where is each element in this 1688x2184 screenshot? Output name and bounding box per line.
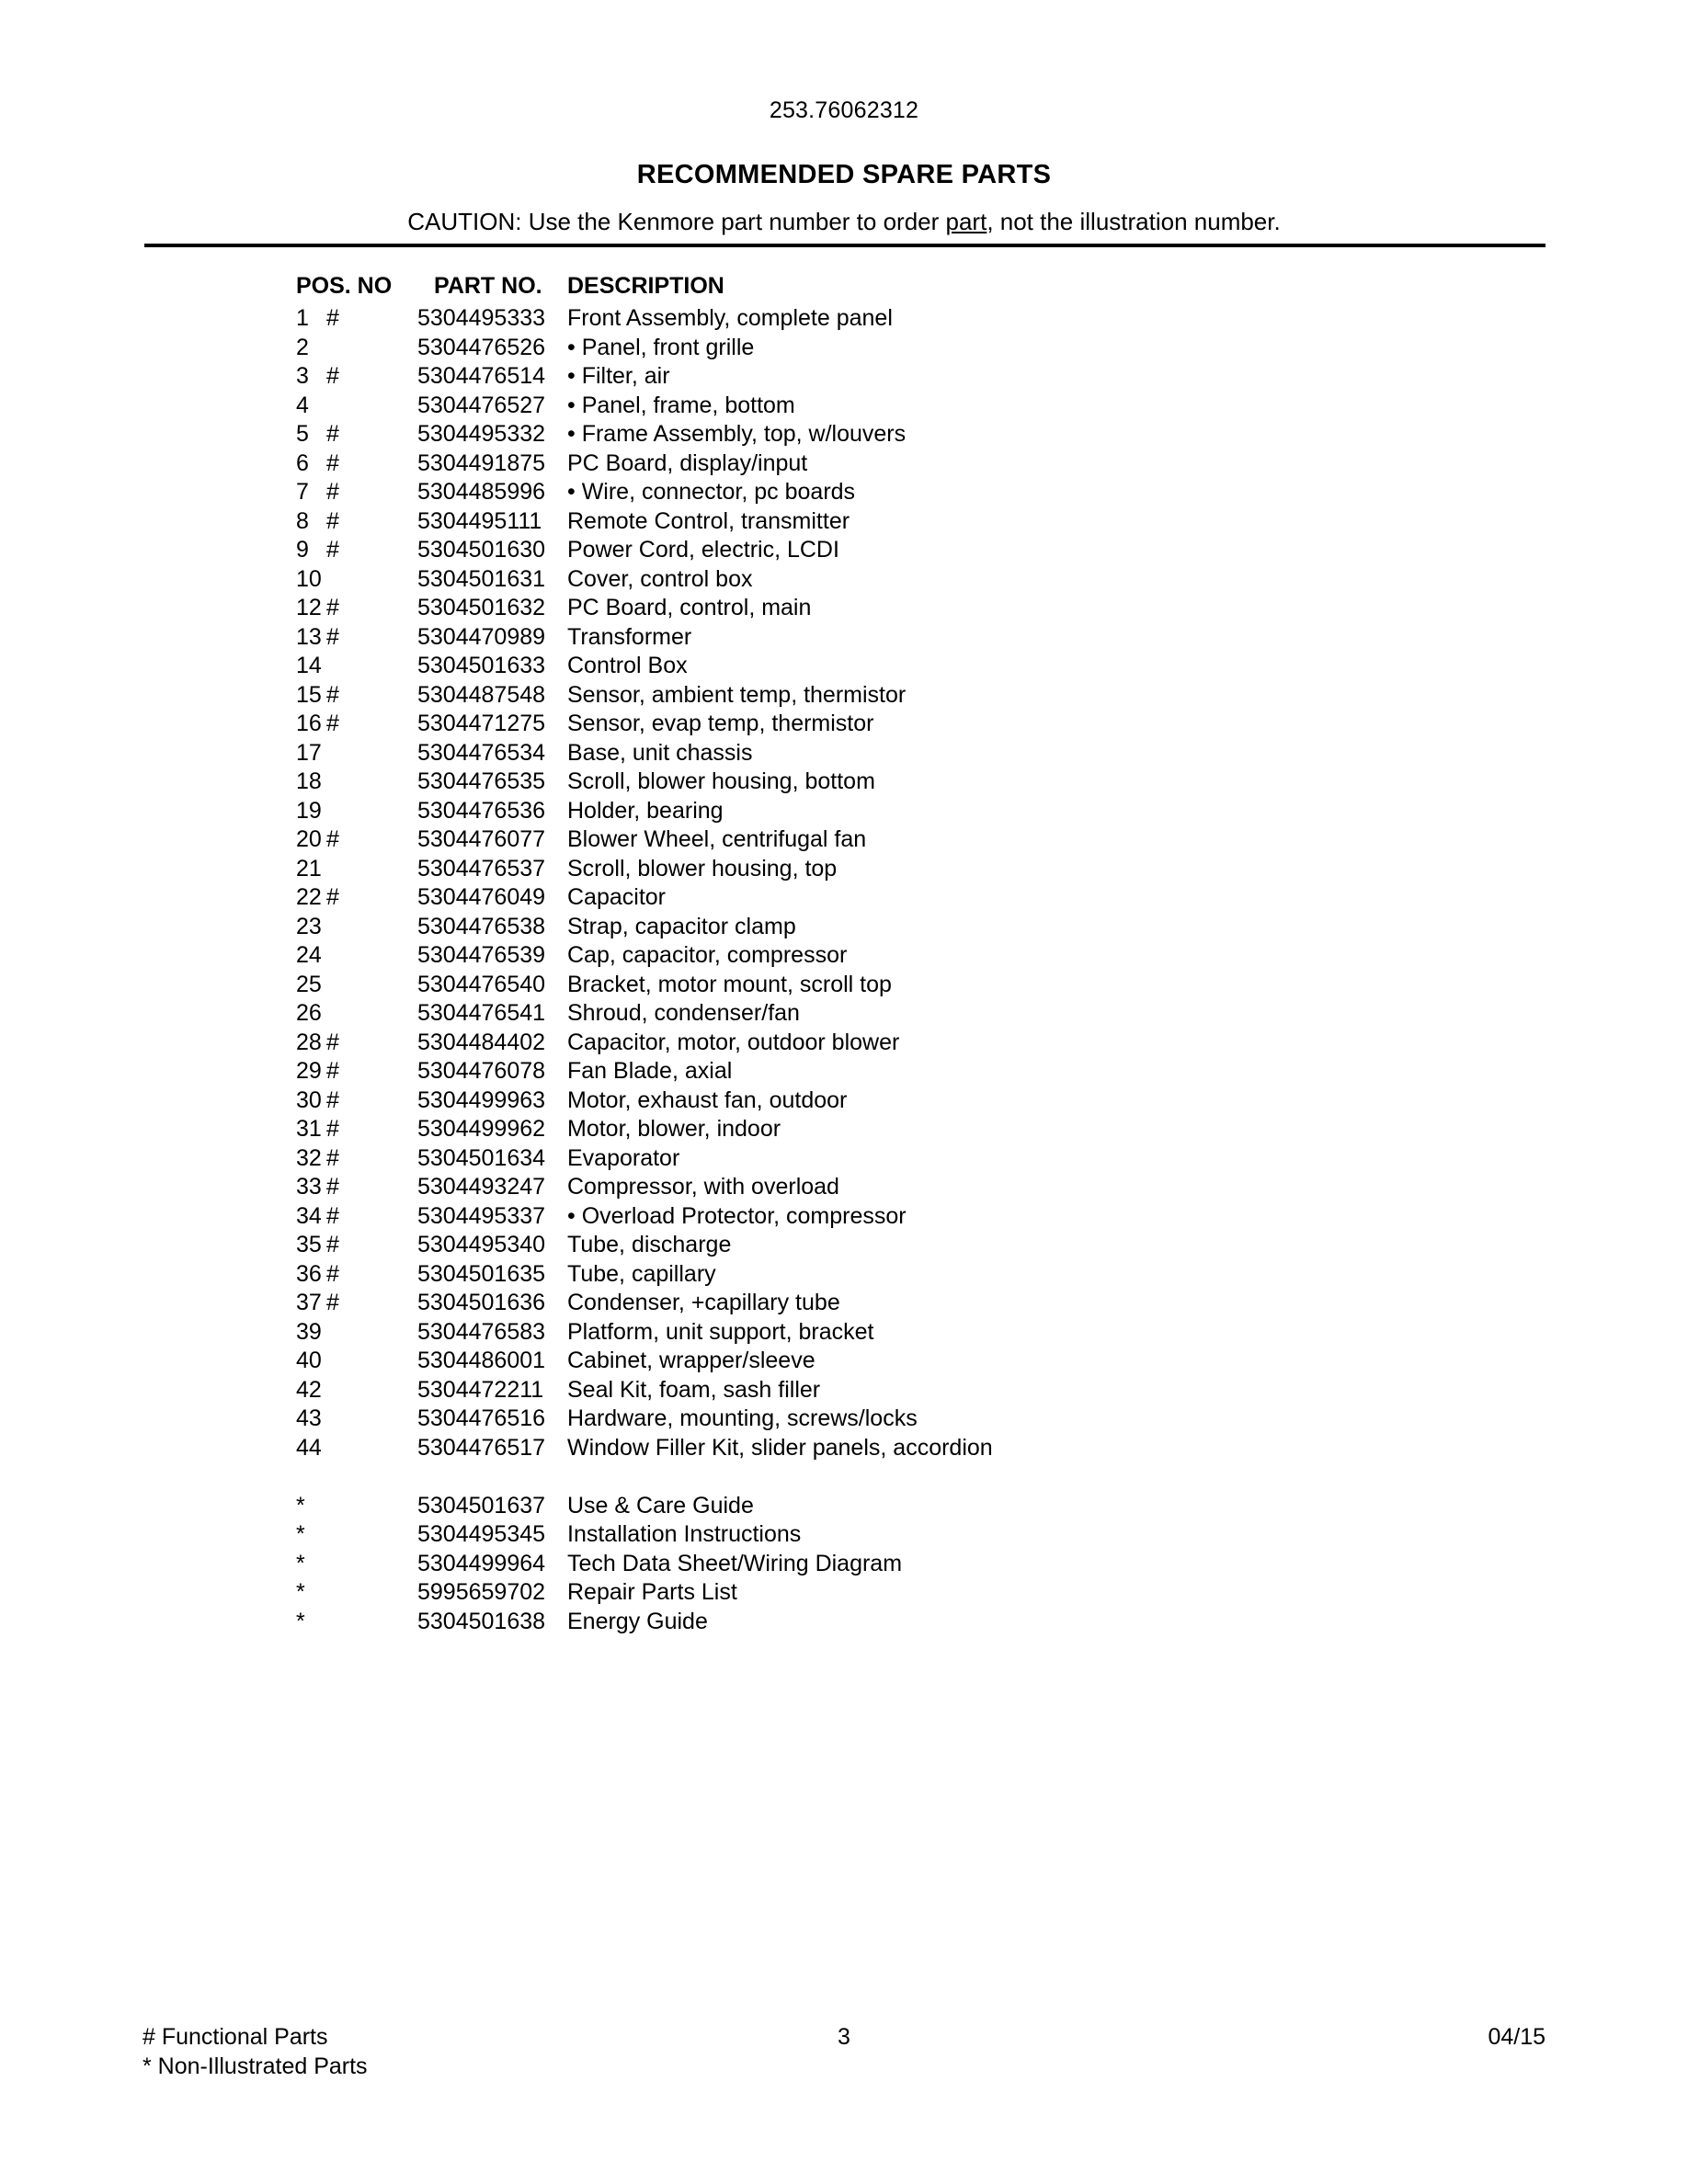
table-row [0,1405,1688,1434]
cell-part-no: 5304501632 [417,595,546,620]
header-divider [144,244,1545,247]
table-row [0,304,1688,334]
cell-pos-no: 5 [296,421,309,447]
cell-description: Blower Wheel, centrifugal fan [567,826,867,852]
cell-functional-flag: # [326,1116,339,1142]
table-row [0,507,1688,537]
cell-part-no: 5995659702 [417,1579,546,1605]
cell-description: Installation Instructions [567,1521,802,1547]
table-row [0,941,1688,971]
cell-pos-no: 35 [296,1232,322,1257]
cell-functional-flag: # [326,623,339,650]
cell-pos-no: 30 [296,1086,322,1113]
cell-part-no: 5304501634 [417,1144,546,1171]
cell-pos-no: 17 [296,739,322,766]
cell-description: Holder, bearing [567,797,724,824]
table-row [0,594,1688,623]
table-row [0,1520,1688,1550]
cell-description: Scroll, blower housing, bottom [567,768,875,794]
cell-part-no: 5304491875 [417,449,546,476]
cell-description: Repair Parts List [567,1579,737,1605]
column-header-pos-no: POS. NO [296,273,393,299]
cell-description: Motor, exhaust fan, outdoor [567,1086,848,1113]
cell-part-no: 5304476517 [417,1434,546,1461]
legend-non-illustrated-parts: * Non-Illustrated Parts [143,2053,368,2079]
cell-description: Control Box [567,653,688,678]
table-row [0,1289,1688,1318]
cell-description: • Wire, connector, pc boards [567,479,856,505]
cell-part-no: 5304495345 [417,1521,546,1547]
cell-part-no: 5304499964 [417,1550,546,1576]
page-number: 3 [838,2024,850,2050]
cell-description: Scroll, blower housing, top [567,855,838,882]
table-row [0,768,1688,797]
cell-pos-no: * [296,1579,305,1605]
cell-pos-no: 31 [296,1116,322,1142]
table-row [0,478,1688,507]
table-row [0,883,1688,913]
cell-functional-flag: # [326,1058,339,1084]
cell-description: • Panel, front grille [567,334,755,360]
cell-description: Shroud, condenser/fan [567,1000,800,1026]
cell-pos-no: * [296,1521,305,1547]
cell-pos-no: 2 [296,334,309,360]
cell-functional-flag: # [326,1144,339,1171]
cell-part-no: 5304476527 [417,392,546,418]
cell-pos-no: 29 [296,1058,322,1084]
cell-part-no: 5304476539 [417,942,546,968]
table-header-row [0,272,1688,304]
cell-description: Hardware, mounting, screws/locks [567,1405,918,1431]
caution-note [0,207,1688,236]
cell-functional-flag: # [326,421,339,447]
cell-pos-no: 15 [296,681,322,708]
cell-pos-no: * [296,1608,305,1634]
cell-description: Bracket, motor mount, scroll top [567,971,892,997]
cell-description: Sensor, ambient temp, thermistor [567,681,907,708]
table-row [0,420,1688,449]
cell-description: Platform, unit support, bracket [567,1318,874,1345]
cell-pos-no: 3 [296,363,309,389]
cell-functional-flag: # [326,1260,339,1287]
cell-description: Compressor, with overload [567,1174,839,1200]
table-row [0,1029,1688,1058]
cell-part-no: 5304487548 [417,681,546,708]
cell-part-no: 5304476526 [417,334,546,360]
table-row [0,623,1688,653]
cell-part-no: 5304495340 [417,1232,546,1257]
table-row [0,710,1688,739]
column-header-part-no: PART NO. [434,273,542,299]
cell-pos-no: 23 [296,913,322,939]
cell-pos-no: 8 [296,507,309,534]
cell-part-no: 5304495332 [417,421,546,447]
column-header-description: DESCRIPTION [567,273,724,299]
table-row [0,1434,1688,1463]
cell-part-no: 5304484402 [417,1029,546,1055]
table-row [0,1492,1688,1521]
table-row [0,999,1688,1029]
table-row [0,1318,1688,1348]
cell-functional-flag: # [326,595,339,620]
cell-pos-no: 19 [296,797,322,824]
cell-description: • Panel, frame, bottom [567,392,795,418]
cell-part-no: 5304495333 [417,305,546,331]
cell-pos-no: 43 [296,1405,322,1431]
cell-part-no: 5304495337 [417,1202,546,1229]
cell-pos-no: 12 [296,595,322,620]
parts-table [0,272,1688,1636]
cell-description: Seal Kit, foam, sash filler [567,1376,821,1403]
date-code: 04/15 [1488,2024,1545,2050]
cell-part-no: 5304476538 [417,913,546,939]
cell-part-no: 5304476516 [417,1405,546,1431]
table-row [0,392,1688,421]
cell-description: Evaporator [567,1144,680,1171]
cell-functional-flag: # [326,507,339,534]
cell-description: • Filter, air [567,363,670,389]
cell-pos-no: 44 [296,1434,322,1461]
cell-part-no: 5304499962 [417,1116,546,1142]
cell-pos-no: 40 [296,1348,322,1373]
cell-part-no: 5304476078 [417,1058,546,1084]
cell-description: Tube, discharge [567,1232,732,1257]
cell-part-no: 5304476049 [417,884,546,910]
cell-description: Cap, capacitor, compressor [567,942,848,968]
table-row [0,1173,1688,1202]
table-row [0,449,1688,479]
table-row [0,739,1688,768]
table-row [0,536,1688,565]
cell-part-no: 5304470989 [417,623,546,650]
cell-description: Strap, capacitor clamp [567,913,796,939]
cell-pos-no: 14 [296,653,322,678]
cell-pos-no: 10 [296,565,322,592]
table-row [0,797,1688,826]
cell-functional-flag: # [326,1029,339,1055]
table-row [0,334,1688,363]
cell-part-no: 5304501636 [417,1290,546,1315]
cell-part-no: 5304501633 [417,653,546,678]
cell-description: Motor, blower, indoor [567,1116,781,1142]
cell-pos-no: 34 [296,1202,322,1229]
cell-part-no: 5304501637 [417,1492,546,1519]
cell-pos-no: 9 [296,537,309,563]
cell-pos-no: 21 [296,855,322,882]
page-footer [0,2022,1688,2105]
cell-part-no: 5304486001 [417,1348,546,1373]
cell-description: Fan Blade, axial [567,1058,733,1084]
cell-description: Front Assembly, complete panel [567,305,893,331]
cell-description: Base, unit chassis [567,739,753,766]
table-row [0,681,1688,711]
table-row [0,362,1688,392]
cell-pos-no: 22 [296,884,322,910]
cell-functional-flag: # [326,1290,339,1315]
cell-part-no: 5304493247 [417,1174,546,1200]
cell-description: Sensor, evap temp, thermistor [567,711,874,736]
cell-functional-flag: # [326,305,339,331]
table-row [0,1202,1688,1232]
cell-description: Cabinet, wrapper/sleeve [567,1348,815,1373]
cell-pos-no: 18 [296,768,322,794]
cell-pos-no: 25 [296,971,322,997]
cell-description: Condenser, +capillary tube [567,1290,840,1315]
cell-part-no: 5304476536 [417,797,546,824]
cell-pos-no: 28 [296,1029,322,1055]
cell-functional-flag: # [326,537,339,563]
legend-functional-parts: # Functional Parts [143,2024,328,2050]
cell-description: Capacitor [567,884,666,910]
table-row [0,1347,1688,1376]
cell-part-no: 5304495111 [417,507,542,534]
table-row [0,971,1688,1000]
page-title: RECOMMENDED SPARE PARTS [636,160,1052,189]
cell-pos-no: 20 [296,826,322,852]
cell-part-no: 5304485996 [417,479,546,505]
table-row [0,1057,1688,1086]
cell-part-no: 5304499963 [417,1086,546,1113]
cell-description: PC Board, control, main [567,595,812,620]
cell-part-no: 5304501631 [417,565,546,592]
cell-part-no: 5304476537 [417,855,546,882]
table-row-spacer [0,1462,1688,1492]
cell-pos-no: 1 [296,305,309,331]
cell-functional-flag: # [326,363,339,389]
cell-description: Energy Guide [567,1608,708,1634]
cell-functional-flag: # [326,1086,339,1113]
cell-part-no: 5304501635 [417,1260,546,1287]
table-row [0,1086,1688,1116]
cell-part-no: 5304476077 [417,826,546,852]
table-row [0,1578,1688,1608]
table-row [0,1550,1688,1579]
cell-pos-no: 13 [296,623,322,650]
cell-functional-flag: # [326,449,339,476]
cell-description: Transformer [567,623,692,650]
cell-description: Power Cord, electric, LCDI [567,537,839,563]
cell-part-no: 5304476583 [417,1318,546,1345]
cell-description: Tech Data Sheet/Wiring Diagram [567,1550,903,1576]
table-row [0,1231,1688,1260]
cell-description: Remote Control, transmitter [567,507,850,534]
cell-part-no: 5304501638 [417,1608,546,1634]
cell-part-no: 5304476541 [417,1000,546,1026]
cell-pos-no: 4 [296,392,309,418]
cell-part-no: 5304472211 [417,1376,544,1403]
table-row [0,1115,1688,1144]
model-number: 253.76062312 [769,97,919,123]
cell-part-no: 5304476540 [417,971,546,997]
table-row [0,913,1688,942]
cell-pos-no: * [296,1492,305,1519]
cell-functional-flag: # [326,884,339,910]
cell-pos-no: 42 [296,1376,322,1403]
cell-description: Tube, capillary [567,1260,716,1287]
cell-part-no: 5304471275 [417,711,546,736]
cell-pos-no: 37 [296,1290,322,1315]
cell-part-no: 5304476514 [417,363,546,389]
table-row [0,565,1688,595]
table-row [0,1608,1688,1637]
cell-functional-flag: # [326,681,339,708]
table-row [0,855,1688,884]
cell-functional-flag: # [326,479,339,505]
cell-pos-no: 16 [296,711,322,736]
cell-pos-no: 24 [296,942,322,968]
cell-description: PC Board, display/input [567,449,808,476]
table-row [0,652,1688,681]
table-row [0,825,1688,855]
cell-pos-no: 36 [296,1260,322,1287]
cell-part-no: 5304476534 [417,739,546,766]
cell-pos-no: 33 [296,1174,322,1200]
cell-pos-no: 32 [296,1144,322,1171]
cell-pos-no: 26 [296,1000,322,1026]
table-row [0,1260,1688,1290]
cell-description: Use & Care Guide [567,1492,754,1519]
cell-description: Capacitor, motor, outdoor blower [567,1029,900,1055]
cell-pos-no: 6 [296,449,309,476]
cell-description: Cover, control box [567,565,753,592]
cell-functional-flag: # [326,1202,339,1229]
table-row [0,1376,1688,1405]
cell-pos-no: * [296,1550,305,1576]
table-row [0,1144,1688,1174]
cell-functional-flag: # [326,1174,339,1200]
caution-prefix: CAUTION: Use the Kenmore part number to order [407,208,946,235]
caution-suffix: , not the illustration number. [987,208,1281,235]
cell-functional-flag: # [326,1232,339,1257]
cell-part-no: 5304476535 [417,768,546,794]
cell-functional-flag: # [326,826,339,852]
cell-pos-no: 39 [296,1318,322,1345]
cell-part-no: 5304501630 [417,537,546,563]
caution-emphasis: part [945,208,987,235]
cell-functional-flag: # [326,711,339,736]
cell-pos-no: 7 [296,479,309,505]
cell-description: Window Filler Kit, slider panels, accordion [567,1434,993,1461]
cell-description: • Frame Assembly, top, w/louvers [567,421,907,447]
cell-description: • Overload Protector, compressor [567,1202,907,1229]
